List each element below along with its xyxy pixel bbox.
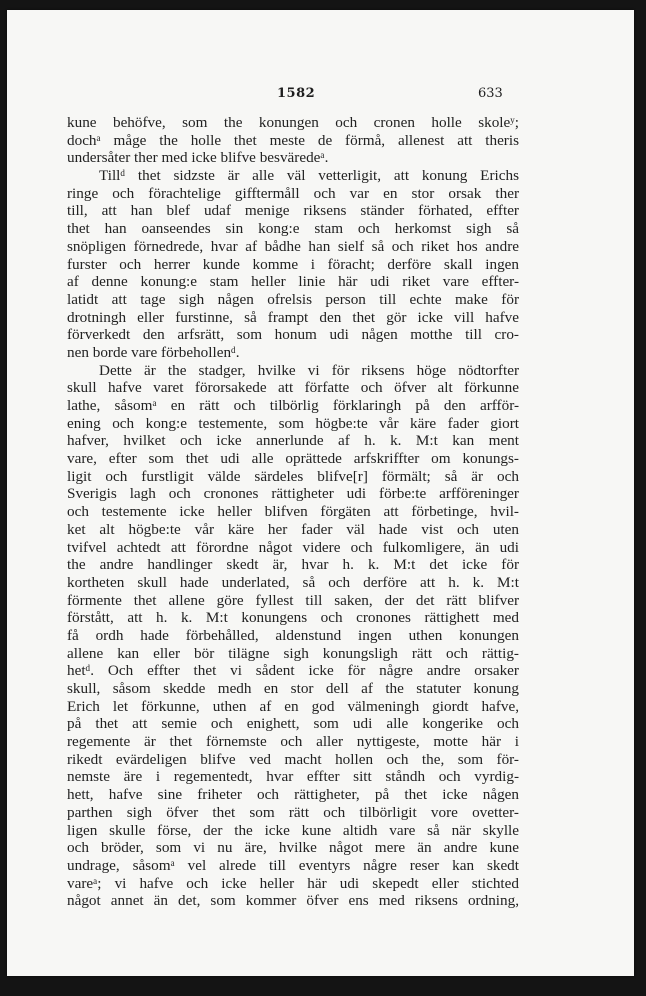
text-line: och bröder, som vi nu äre, hvilke något mere än andre kune (67, 839, 519, 857)
text-line: till, att han blef udaf menige riksens ständer förhated, effter (67, 202, 519, 220)
text-line: skull, såsom skedde medh en stor dell af the statuter konung (67, 680, 519, 697)
text-line: undrage, såsomᵃ vel alrede till eventyrs någre reser kan skedt (67, 856, 519, 874)
text-line: Tillᵈ thet sidzste är alle väl vetterligit, att konung Erichs (99, 167, 519, 185)
text-line: ligit och furstligit välde särdeles blifve[r] förmält; så är och (67, 467, 519, 485)
text-line: ringe och förachtelige gifftermåll och var en stor orsak ther (67, 184, 519, 202)
book-page (7, 10, 634, 976)
page-number: 633 (478, 86, 503, 101)
text-line: thet han oanseendes sin kong:e stam och herkomst sigh så (67, 220, 519, 238)
text-line: snöpligen förnedrede, hvar af bådhe han sielf så och riket hos andre (67, 237, 519, 255)
text-line: the andre handlinger skedt är, hvar h. k. M:t det icke för (67, 556, 519, 574)
text-line: ening och kong:e testemente, som högbe:te vår käre fader giort (67, 414, 519, 432)
text-line: på thet att semie och enighett, som udi alle kongerike och (67, 715, 519, 733)
text-line: furster och herrer kunde komme i föracht; derföre skall ingen (67, 255, 519, 273)
text-line: dochᵃ måge the holle thet meste de förmå, allenest att theris (67, 131, 519, 149)
text-line: hett, hafve sine friheter och rättigheter, på thet icke någen (67, 786, 519, 804)
text-line: Sverigis lagh och cronones rättigheter udi förbe:te arfföreninger (67, 485, 519, 503)
text-line: förmente thet allene göre fyllest till saken, der det rätt blifver (67, 591, 519, 609)
text-line: vare, efter som thet udi alle oprättede arfskriffter om konungs- (67, 450, 519, 468)
text-line: nemste äre i regementedt, hvar effter sitt ståndh och vyrdig- (67, 768, 519, 786)
text-line: skull hafve varet förorsakede att författe och öfver alt förkunne (67, 379, 519, 397)
text-line: Dette är the stadger, hvilke vi för riksens höge nödtorfter (99, 361, 519, 379)
body-text (67, 114, 519, 910)
text-line: ligen skulle förse, der the icke kune altidh vare så när skylle (67, 821, 519, 839)
text-line: hafver, hvilket och icke annerlunde af h. k. M:t kan ment (67, 432, 519, 450)
text-line: regemente är thet förnemste och aller nyttigeste, motte här i (67, 733, 519, 751)
text-line: parthen sigh öfver thet som rätt och tilbörligit vore ovetter- (67, 803, 519, 821)
text-line: tvifvel achtedt att förordne något videre och fulkomligere, än udi (67, 538, 519, 556)
text-line: lathe, såsomᵃ en rätt och tilbörlig förklaringh på den arfför- (67, 397, 519, 414)
text-line: ket alt högbe:te vår käre her fader väl hade vist och uten (67, 520, 519, 538)
text-line: undersåter ther med icke blifve besväredeᵃ. (67, 149, 329, 167)
text-line: hetᵈ. Och effter thet vi sådent icke för någre andre orsaker (67, 662, 519, 680)
text-line: af denne konung:e stam heller linie här udi riket vare effter- (67, 273, 519, 291)
text-line: förverkedt den arfsrätt, som honum udi någen motthe till cro- (67, 326, 519, 344)
text-line: kune behöfve, som the konungen och cronen holle skoleʸ; (67, 114, 519, 131)
text-line: nen borde vare förbehollenᵈ. (67, 343, 240, 361)
text-line: kortheten skull hade underlated, så och derföre att h. k. M:t (67, 573, 519, 591)
text-line: något annet än det, som kommer öfver ens med riksens ordning, (67, 892, 519, 910)
text-line: allene kan eller bör tilägne sigh konungsligh rätt och rättig- (67, 644, 519, 662)
text-line: rikedt evärdeligen blifve ved macht hollen och the, som för- (67, 750, 519, 768)
text-line: och testemente icke heller blifven förgäten att förbetinge, hvil- (67, 503, 519, 521)
text-line: latidt att tage sigh någen ofrelsis person till echte make för (67, 290, 519, 308)
running-head-year: 1582 (277, 86, 316, 101)
text-line: förstått, att h. k. M:t konungens och cronones rättighett med (67, 609, 519, 627)
text-line: Erich let förkunne, uthen af en god välmeningh giordt hafve, (67, 697, 519, 715)
text-line: få ordh hade förbehålled, aldenstund ingen uthen konungen (67, 626, 519, 644)
text-line: drotningh eller furstinne, så frampt den thet gör icke vill hafve (67, 308, 519, 326)
text-line: vareᵃ; vi hafve och icke heller här udi skepedt eller stichted (67, 874, 519, 892)
